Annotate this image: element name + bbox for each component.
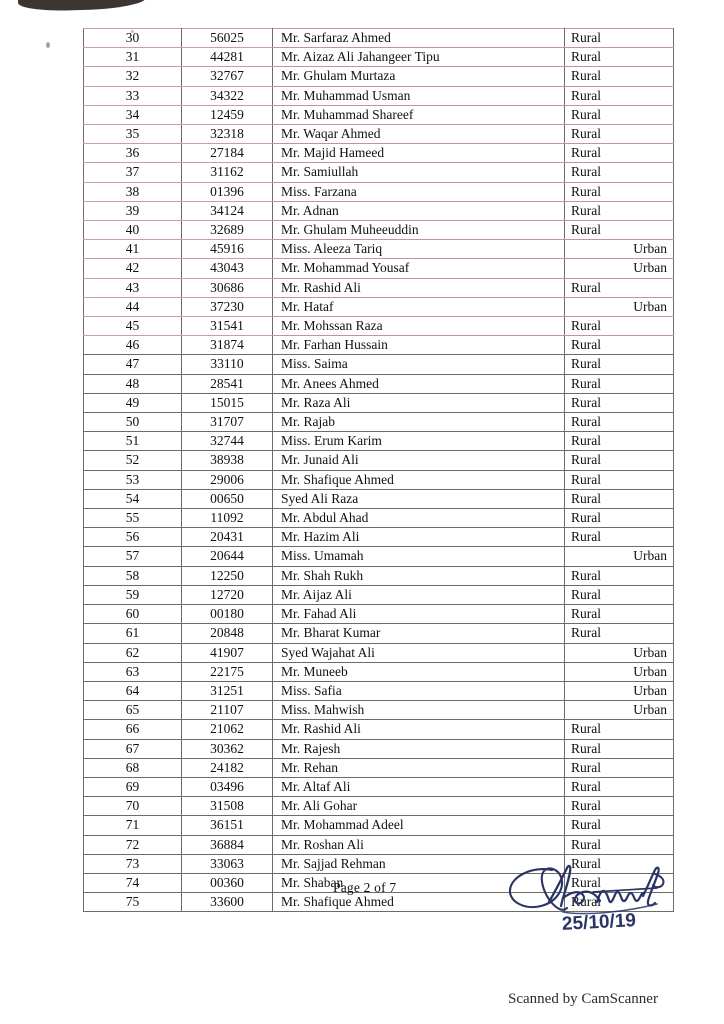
cell-locality: Urban	[565, 547, 674, 566]
cell-serial: 41	[84, 240, 182, 259]
cell-id: 12459	[182, 105, 273, 124]
cell-name: Mr. Shah Rukh	[273, 566, 565, 585]
cell-serial: 74	[84, 873, 182, 892]
cell-name: Mr. Aijaz Ali	[273, 585, 565, 604]
table-row	[84, 221, 674, 240]
cell-id: 12250	[182, 566, 273, 585]
cell-serial: 71	[84, 816, 182, 835]
table-row	[84, 816, 674, 835]
cell-id: 36884	[182, 835, 273, 854]
cell-serial: 39	[84, 201, 182, 220]
cell-locality: Rural	[565, 163, 674, 182]
cell-name: Mr. Rashid Ali	[273, 720, 565, 739]
cell-locality: Urban	[565, 701, 674, 720]
cell-name: Mr. Muhammad Shareef	[273, 105, 565, 124]
cell-locality: Rural	[565, 758, 674, 777]
cell-id: 31874	[182, 336, 273, 355]
cell-serial: 69	[84, 777, 182, 796]
cell-serial: 34	[84, 105, 182, 124]
cell-name: Mr. Adnan	[273, 201, 565, 220]
cell-locality: Rural	[565, 873, 674, 892]
table-row	[84, 662, 674, 681]
cell-locality: Rural	[565, 336, 674, 355]
cell-name: Mr. Rashid Ali	[273, 278, 565, 297]
cell-serial: 63	[84, 662, 182, 681]
cell-locality: Rural	[565, 374, 674, 393]
cell-serial: 43	[84, 278, 182, 297]
cell-serial: 58	[84, 566, 182, 585]
cell-id: 20431	[182, 528, 273, 547]
cell-serial: 59	[84, 585, 182, 604]
cell-serial: 40	[84, 221, 182, 240]
cell-locality: Rural	[565, 182, 674, 201]
table-row	[84, 739, 674, 758]
cell-locality: Rural	[565, 566, 674, 585]
cell-id: 11092	[182, 509, 273, 528]
cell-name: Mr. Sajjad Rehman	[273, 854, 565, 873]
table-row	[84, 643, 674, 662]
cell-serial: 50	[84, 413, 182, 432]
cell-serial: 37	[84, 163, 182, 182]
cell-name: Mr. Muhammad Usman	[273, 86, 565, 105]
cell-name: Mr. Waqar Ahmed	[273, 125, 565, 144]
table-row	[84, 182, 674, 201]
cell-locality: Urban	[565, 681, 674, 700]
cell-name: Mr. Shaban	[273, 873, 565, 892]
cell-locality: Rural	[565, 585, 674, 604]
table-row	[84, 105, 674, 124]
cell-id: 28541	[182, 374, 273, 393]
table-row	[84, 777, 674, 796]
table-row	[84, 163, 674, 182]
cell-name: Mr. Shafique Ahmed	[273, 893, 565, 912]
cell-name: Mr. Aizaz Ali Jahangeer Tipu	[273, 48, 565, 67]
cell-serial: 57	[84, 547, 182, 566]
cell-id: 21062	[182, 720, 273, 739]
cell-locality: Rural	[565, 451, 674, 470]
cell-name: Mr. Samiullah	[273, 163, 565, 182]
cell-name: Mr. Rajab	[273, 413, 565, 432]
table-row	[84, 681, 674, 700]
cell-locality: Rural	[565, 144, 674, 163]
cell-locality: Rural	[565, 48, 674, 67]
roster-table-body	[84, 29, 674, 912]
page-indicator: Page 2 of 7	[333, 880, 397, 895]
cell-serial: 67	[84, 739, 182, 758]
table-row	[84, 336, 674, 355]
cell-id: 01396	[182, 182, 273, 201]
cell-serial: 44	[84, 297, 182, 316]
cell-id: 33110	[182, 355, 273, 374]
cell-locality: Rural	[565, 432, 674, 451]
cell-id: 12720	[182, 585, 273, 604]
cell-locality: Rural	[565, 317, 674, 336]
table-row	[84, 48, 674, 67]
cell-name: Mr. Roshan Ali	[273, 835, 565, 854]
cell-locality: Urban	[565, 662, 674, 681]
cell-locality: Rural	[565, 201, 674, 220]
cell-name: Mr. Bharat Kumar	[273, 624, 565, 643]
cell-id: 27184	[182, 144, 273, 163]
cell-serial: 62	[84, 643, 182, 662]
cell-name: Miss. Erum Karim	[273, 432, 565, 451]
cell-name: Syed Wajahat Ali	[273, 643, 565, 662]
cell-locality: Rural	[565, 739, 674, 758]
table-row	[84, 585, 674, 604]
cell-serial: 45	[84, 317, 182, 336]
table-row	[84, 605, 674, 624]
roster-table	[83, 28, 674, 912]
signature-block	[505, 862, 685, 948]
table-row	[84, 201, 674, 220]
cell-name: Mr. Altaf Ali	[273, 777, 565, 796]
cell-id: 45916	[182, 240, 273, 259]
cell-id: 21107	[182, 701, 273, 720]
cell-locality: Rural	[565, 86, 674, 105]
cell-serial: 73	[84, 854, 182, 873]
cell-id: 00180	[182, 605, 273, 624]
cell-serial: 61	[84, 624, 182, 643]
scan-edge-artifact	[18, 0, 147, 12]
cell-name: Mr. Raza Ali	[273, 393, 565, 412]
cell-locality: Rural	[565, 470, 674, 489]
cell-locality: Urban	[565, 240, 674, 259]
table-row	[84, 470, 674, 489]
cell-locality: Rural	[565, 278, 674, 297]
table-row	[84, 240, 674, 259]
table-row	[84, 317, 674, 336]
cell-name: Mr. Hazim Ali	[273, 528, 565, 547]
cell-serial: 49	[84, 393, 182, 412]
cell-id: 37230	[182, 297, 273, 316]
cell-locality: Rural	[565, 393, 674, 412]
cell-locality: Rural	[565, 413, 674, 432]
table-row	[84, 29, 674, 48]
table-row	[84, 144, 674, 163]
cell-id: 00650	[182, 489, 273, 508]
cell-locality: Rural	[565, 777, 674, 796]
cell-id: 24182	[182, 758, 273, 777]
cell-id: 56025	[182, 29, 273, 48]
table-row	[84, 547, 674, 566]
cell-id: 33600	[182, 893, 273, 912]
cell-locality: Rural	[565, 854, 674, 873]
cell-serial: 33	[84, 86, 182, 105]
cell-id: 20644	[182, 547, 273, 566]
cell-name: Mr. Mohammad Adeel	[273, 816, 565, 835]
cell-name: Mr. Farhan Hussain	[273, 336, 565, 355]
cell-name: Mr. Mohammad Yousaf	[273, 259, 565, 278]
cell-serial: 64	[84, 681, 182, 700]
cell-id: 31707	[182, 413, 273, 432]
cell-serial: 70	[84, 797, 182, 816]
cell-name: Miss. Mahwish	[273, 701, 565, 720]
cell-locality: Rural	[565, 125, 674, 144]
cell-locality: Rural	[565, 816, 674, 835]
cell-serial: 48	[84, 374, 182, 393]
cell-locality: Rural	[565, 29, 674, 48]
cell-id: 32767	[182, 67, 273, 86]
cell-id: 30686	[182, 278, 273, 297]
cell-name: Miss. Saima	[273, 355, 565, 374]
scanner-watermark: Scanned by CamScanner	[508, 991, 658, 1007]
cell-serial: 60	[84, 605, 182, 624]
cell-id: 00360	[182, 873, 273, 892]
cell-serial: 46	[84, 336, 182, 355]
cell-locality: Rural	[565, 509, 674, 528]
cell-name: Mr. Ghulam Muheeuddin	[273, 221, 565, 240]
cell-serial: 75	[84, 893, 182, 912]
table-row	[84, 701, 674, 720]
cell-serial: 32	[84, 67, 182, 86]
cell-id: 43043	[182, 259, 273, 278]
cell-name: Mr. Abdul Ahad	[273, 509, 565, 528]
cell-name: Mr. Hataf	[273, 297, 565, 316]
cell-serial: 35	[84, 125, 182, 144]
table-row	[84, 489, 674, 508]
cell-locality: Rural	[565, 835, 674, 854]
cell-locality: Rural	[565, 605, 674, 624]
table-row	[84, 67, 674, 86]
cell-locality: Rural	[565, 797, 674, 816]
cell-locality: Urban	[565, 259, 674, 278]
table-row	[84, 374, 674, 393]
table-row	[84, 758, 674, 777]
table-row	[84, 451, 674, 470]
cell-id: 44281	[182, 48, 273, 67]
cell-id: 31251	[182, 681, 273, 700]
cell-serial: 54	[84, 489, 182, 508]
table-row	[84, 720, 674, 739]
cell-name: Mr. Muneeb	[273, 662, 565, 681]
cell-serial: 56	[84, 528, 182, 547]
cell-locality: Rural	[565, 489, 674, 508]
cell-serial: 66	[84, 720, 182, 739]
cell-serial: 51	[84, 432, 182, 451]
cell-serial: 65	[84, 701, 182, 720]
table-row	[84, 278, 674, 297]
table-row	[84, 393, 674, 412]
table-row	[84, 566, 674, 585]
cell-name: Mr. Ghulam Murtaza	[273, 67, 565, 86]
cell-serial: 53	[84, 470, 182, 489]
cell-id: 32689	[182, 221, 273, 240]
cell-serial: 38	[84, 182, 182, 201]
cell-locality: Rural	[565, 105, 674, 124]
cell-name: Mr. Anees Ahmed	[273, 374, 565, 393]
table-row	[84, 432, 674, 451]
cell-name: Miss. Farzana	[273, 182, 565, 201]
cell-serial: 47	[84, 355, 182, 374]
cell-name: Mr. Fahad Ali	[273, 605, 565, 624]
cell-id: 34124	[182, 201, 273, 220]
table-row	[84, 355, 674, 374]
cell-id: 22175	[182, 662, 273, 681]
cell-id: 29006	[182, 470, 273, 489]
cell-id: 15015	[182, 393, 273, 412]
cell-id: 38938	[182, 451, 273, 470]
cell-name: Mr. Majid Hameed	[273, 144, 565, 163]
scan-speck	[46, 42, 50, 48]
cell-id: 20848	[182, 624, 273, 643]
cell-id: 32318	[182, 125, 273, 144]
cell-locality: Rural	[565, 221, 674, 240]
cell-locality: Rural	[565, 355, 674, 374]
cell-serial: 72	[84, 835, 182, 854]
table-row	[84, 259, 674, 278]
cell-id: 33063	[182, 854, 273, 873]
cell-serial: 30	[84, 29, 182, 48]
cell-locality: Rural	[565, 624, 674, 643]
table-row	[84, 528, 674, 547]
cell-name: Syed Ali Raza	[273, 489, 565, 508]
cell-locality: Rural	[565, 893, 674, 912]
cell-serial: 52	[84, 451, 182, 470]
table-row	[84, 86, 674, 105]
table-row	[84, 797, 674, 816]
table-row	[84, 413, 674, 432]
table-row	[84, 624, 674, 643]
cell-locality: Urban	[565, 643, 674, 662]
cell-serial: 36	[84, 144, 182, 163]
cell-name: Miss. Safia	[273, 681, 565, 700]
cell-serial: 68	[84, 758, 182, 777]
cell-locality: Rural	[565, 67, 674, 86]
cell-id: 36151	[182, 816, 273, 835]
cell-name: Mr. Rehan	[273, 758, 565, 777]
cell-name: Miss. Umamah	[273, 547, 565, 566]
cell-id: 34322	[182, 86, 273, 105]
cell-serial: 55	[84, 509, 182, 528]
cell-name: Mr. Ali Gohar	[273, 797, 565, 816]
cell-id: 41907	[182, 643, 273, 662]
cell-locality: Rural	[565, 720, 674, 739]
cell-name: Mr. Junaid Ali	[273, 451, 565, 470]
cell-id: 31162	[182, 163, 273, 182]
cell-name: Mr. Shafique Ahmed	[273, 470, 565, 489]
cell-id: 30362	[182, 739, 273, 758]
cell-locality: Urban	[565, 297, 674, 316]
table-row	[84, 835, 674, 854]
cell-name: Mr. Sarfaraz Ahmed	[273, 29, 565, 48]
cell-serial: 31	[84, 48, 182, 67]
cell-id: 03496	[182, 777, 273, 796]
table-row	[84, 297, 674, 316]
table-row	[84, 125, 674, 144]
cell-id: 31541	[182, 317, 273, 336]
cell-serial: 42	[84, 259, 182, 278]
cell-name: Mr. Mohssan Raza	[273, 317, 565, 336]
cell-name: Mr. Rajesh	[273, 739, 565, 758]
cell-id: 32744	[182, 432, 273, 451]
signature-date: 25/10/19	[561, 910, 637, 935]
cell-id: 31508	[182, 797, 273, 816]
cell-locality: Rural	[565, 528, 674, 547]
cell-name: Miss. Aleeza Tariq	[273, 240, 565, 259]
table-row	[84, 509, 674, 528]
